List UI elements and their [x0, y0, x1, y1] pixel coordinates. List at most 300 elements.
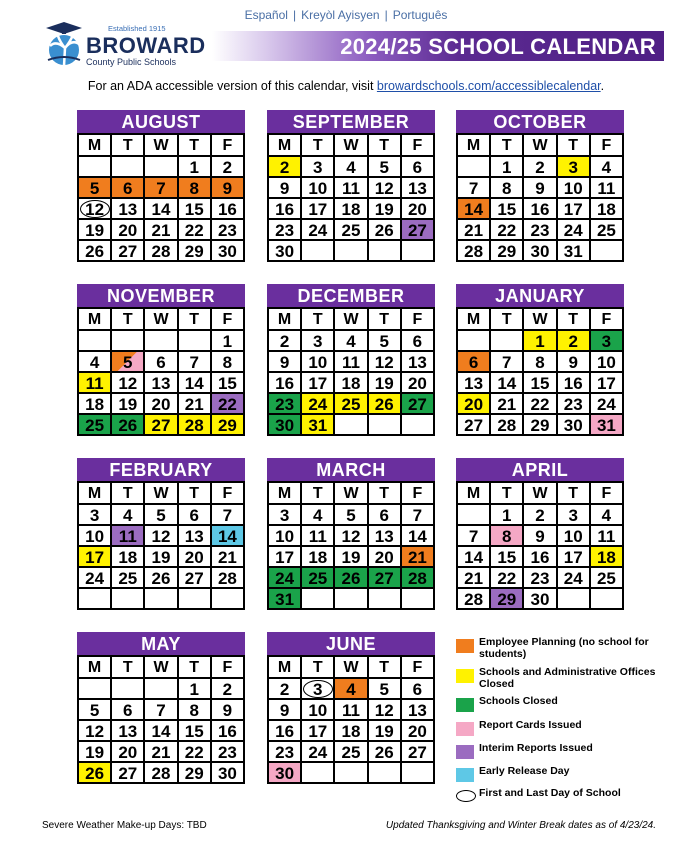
day-cell: [558, 331, 591, 352]
severe-weather-note: Severe Weather Make-up Days: TBD: [42, 820, 207, 831]
day-cell: [112, 241, 145, 262]
day-number: 4: [601, 158, 612, 177]
empty-cell: [145, 157, 178, 178]
day-number: 2: [222, 158, 233, 177]
day-cell: [458, 589, 491, 610]
day-cell: [112, 415, 145, 436]
empty-cell: [402, 763, 435, 784]
day-number: 31: [308, 416, 328, 435]
month-title: FEBRUARY: [77, 458, 245, 481]
day-cell: [402, 373, 435, 394]
day-cell: [458, 241, 491, 262]
day-number: 24: [308, 395, 328, 414]
day-cell: [212, 352, 245, 373]
day-cell: [402, 331, 435, 352]
day-cell: [302, 721, 335, 742]
empty-cell: [145, 331, 178, 352]
day-cell: [558, 373, 591, 394]
day-cell: [269, 394, 302, 415]
day-cell: [402, 178, 435, 199]
day-number: 9: [535, 179, 545, 198]
day-cell: [79, 394, 112, 415]
day-number: 5: [89, 701, 100, 720]
day-cell: [212, 679, 245, 700]
weekday-header: T: [112, 657, 145, 679]
day-number: 27: [118, 764, 138, 783]
day-cell: [591, 220, 624, 241]
day-cell: [491, 526, 524, 547]
day-cell: [369, 331, 402, 352]
weekday-header: T: [558, 135, 591, 157]
weekday-header: M: [458, 309, 491, 331]
day-cell: [212, 568, 245, 589]
day-cell: [269, 763, 302, 784]
day-number: 13: [151, 374, 171, 393]
empty-cell: [335, 589, 368, 610]
empty-cell: [402, 589, 435, 610]
day-number: 29: [530, 416, 550, 435]
ada-notice: [0, 79, 692, 93]
day-cell: [179, 526, 212, 547]
day-number: 18: [341, 200, 361, 219]
day-number: 9: [279, 701, 290, 720]
month-grid: [456, 307, 624, 436]
day-cell: [458, 394, 491, 415]
day-cell: [558, 568, 591, 589]
day-cell: [402, 547, 435, 568]
empty-cell: [145, 589, 178, 610]
day-number: 5: [89, 179, 100, 198]
day-number: 26: [341, 569, 361, 588]
month-march: [267, 458, 435, 610]
empty-cell: [402, 241, 435, 262]
day-cell: [558, 178, 591, 199]
month-title: MARCH: [267, 458, 435, 481]
day-cell: [335, 505, 368, 526]
day-number: 21: [217, 548, 237, 567]
day-cell: [179, 352, 212, 373]
day-number: 8: [189, 701, 199, 720]
day-cell: [269, 415, 302, 436]
day-number: 18: [341, 374, 361, 393]
day-cell: [402, 700, 435, 721]
day-number: 30: [217, 242, 237, 261]
day-number: 31: [596, 416, 616, 435]
lang-creole-link[interactable]: Kreyòl Ayisyen: [301, 8, 380, 22]
day-number: 3: [568, 158, 578, 177]
day-cell: [302, 394, 335, 415]
day-number: 27: [151, 416, 171, 435]
day-cell: [591, 199, 624, 220]
day-number: 15: [217, 374, 237, 393]
day-cell: [179, 505, 212, 526]
day-cell: [369, 352, 402, 373]
day-cell: [269, 178, 302, 199]
legend-swatch: [456, 768, 474, 782]
month-grid: [77, 133, 245, 262]
day-cell: [524, 352, 557, 373]
day-cell: [179, 199, 212, 220]
weekday-header: T: [302, 135, 335, 157]
day-number: 22: [184, 221, 204, 240]
weekday-header: W: [335, 309, 368, 331]
day-number: 5: [379, 332, 389, 351]
empty-cell: [558, 589, 591, 610]
day-number: 4: [313, 506, 323, 525]
day-number: 12: [118, 374, 138, 393]
day-cell: [302, 679, 335, 700]
day-cell: [335, 394, 368, 415]
day-cell: [524, 505, 557, 526]
day-cell: [112, 394, 145, 415]
day-number: 22: [217, 395, 237, 414]
day-cell: [179, 220, 212, 241]
lang-portuguese-link[interactable]: Português: [392, 8, 448, 22]
day-cell: [335, 199, 368, 220]
day-cell: [402, 394, 435, 415]
day-cell: [491, 568, 524, 589]
day-number: 5: [379, 680, 389, 699]
day-number: 11: [85, 374, 104, 393]
day-number: 26: [85, 764, 105, 783]
day-cell: [212, 700, 245, 721]
weekday-header: T: [112, 135, 145, 157]
day-cell: [369, 742, 402, 763]
legend-label: Report Cards Issued: [479, 719, 582, 731]
day-number: 13: [407, 353, 427, 372]
day-number: 30: [530, 590, 550, 609]
day-number: 29: [497, 242, 517, 261]
day-number: 2: [535, 158, 545, 177]
day-number: 25: [596, 221, 616, 240]
day-number: 24: [596, 395, 616, 414]
page-title: 2024/25 SCHOOL CALENDAR: [340, 34, 656, 59]
day-number: 7: [189, 353, 199, 372]
empty-cell: [369, 415, 402, 436]
day-cell: [269, 589, 302, 610]
day-cell: [302, 331, 335, 352]
day-number: 3: [279, 506, 290, 525]
day-cell: [558, 505, 591, 526]
day-number: 21: [464, 221, 484, 240]
day-number: 24: [85, 569, 105, 588]
month-grid: [267, 133, 435, 262]
day-cell: [212, 331, 245, 352]
empty-cell: [591, 589, 624, 610]
month-october: [456, 110, 624, 262]
legend-label: First and Last Day of School: [479, 787, 621, 799]
day-cell: [179, 394, 212, 415]
day-number: 14: [497, 374, 517, 393]
month-december: [267, 284, 435, 436]
day-number: 4: [89, 353, 100, 372]
day-number: 12: [85, 722, 105, 741]
day-number: 6: [379, 506, 389, 525]
empty-cell: [369, 589, 402, 610]
day-number: 9: [279, 179, 290, 198]
day-cell: [558, 157, 591, 178]
day-cell: [179, 568, 212, 589]
day-cell: [79, 373, 112, 394]
weekday-header: M: [269, 309, 302, 331]
day-cell: [369, 199, 402, 220]
day-number: 9: [222, 179, 233, 198]
day-number: 28: [151, 242, 171, 261]
day-cell: [79, 178, 112, 199]
weekday-header: T: [369, 309, 402, 331]
day-cell: [524, 178, 557, 199]
day-cell: [302, 157, 335, 178]
day-cell: [145, 178, 178, 199]
empty-cell: [458, 505, 491, 526]
day-number: 31: [275, 590, 295, 609]
day-cell: [269, 721, 302, 742]
day-cell: [212, 547, 245, 568]
day-cell: [145, 763, 178, 784]
day-cell: [491, 589, 524, 610]
day-number: 12: [85, 200, 105, 219]
day-number: 22: [184, 743, 204, 762]
weekday-header: T: [369, 657, 402, 679]
day-number: 14: [184, 374, 204, 393]
day-cell: [112, 742, 145, 763]
day-cell: [269, 373, 302, 394]
day-cell: [591, 352, 624, 373]
day-cell: [212, 220, 245, 241]
day-number: 17: [563, 548, 583, 567]
day-cell: [145, 241, 178, 262]
day-cell: [145, 220, 178, 241]
day-cell: [369, 157, 402, 178]
day-number: 5: [156, 506, 166, 525]
month-may: [77, 632, 245, 784]
day-cell: [458, 547, 491, 568]
day-cell: [79, 568, 112, 589]
day-number: 20: [118, 221, 138, 240]
day-number: 30: [275, 242, 295, 261]
empty-cell: [302, 589, 335, 610]
weekday-header: F: [402, 309, 435, 331]
day-number: 17: [308, 722, 328, 741]
weekday-header: T: [491, 483, 524, 505]
day-cell: [335, 700, 368, 721]
weekday-header: W: [524, 135, 557, 157]
legend-swatch: [456, 790, 476, 802]
day-cell: [145, 199, 178, 220]
day-number: 20: [118, 743, 138, 762]
day-number: 25: [341, 221, 361, 240]
day-number: 24: [275, 569, 295, 588]
day-number: 4: [346, 680, 356, 699]
weekday-header: F: [212, 483, 245, 505]
day-cell: [269, 547, 302, 568]
day-number: 20: [374, 548, 394, 567]
day-cell: [402, 505, 435, 526]
day-cell: [402, 679, 435, 700]
day-number: 28: [184, 416, 204, 435]
day-cell: [491, 241, 524, 262]
day-cell: [558, 526, 591, 547]
day-number: 28: [407, 569, 427, 588]
day-number: 8: [535, 353, 545, 372]
day-cell: [491, 199, 524, 220]
month-grid: [267, 307, 435, 436]
day-cell: [145, 700, 178, 721]
day-cell: [269, 568, 302, 589]
empty-cell: [458, 331, 491, 352]
day-number: 25: [341, 743, 361, 762]
day-number: 19: [85, 221, 105, 240]
day-number: 19: [118, 395, 138, 414]
day-cell: [335, 220, 368, 241]
day-number: 23: [530, 221, 550, 240]
day-cell: [212, 241, 245, 262]
day-cell: [491, 352, 524, 373]
day-number: 21: [464, 569, 484, 588]
day-cell: [369, 526, 402, 547]
day-cell: [302, 352, 335, 373]
empty-cell: [179, 589, 212, 610]
month-september: [267, 110, 435, 262]
weekday-header: F: [212, 135, 245, 157]
day-cell: [524, 241, 557, 262]
day-number: 23: [217, 221, 237, 240]
day-number: 27: [407, 395, 427, 414]
legend-label: Schools and Administrative Offices Closed: [479, 666, 656, 690]
legend-swatch: [456, 639, 474, 653]
day-cell: [145, 373, 178, 394]
day-number: 17: [308, 200, 328, 219]
day-number: 24: [563, 569, 583, 588]
empty-cell: [369, 241, 402, 262]
day-cell: [402, 721, 435, 742]
empty-cell: [112, 157, 145, 178]
accessible-calendar-link[interactable]: browardschools.com/accessiblecalendar: [376, 79, 601, 93]
day-number: 17: [596, 374, 616, 393]
day-cell: [335, 679, 368, 700]
day-cell: [79, 700, 112, 721]
day-number: 21: [184, 395, 204, 414]
month-title: APRIL: [456, 458, 624, 481]
day-cell: [145, 721, 178, 742]
day-number: 19: [374, 722, 394, 741]
weekday-header: T: [302, 657, 335, 679]
day-cell: [335, 721, 368, 742]
day-cell: [335, 178, 368, 199]
day-cell: [491, 373, 524, 394]
month-february: [77, 458, 245, 610]
day-cell: [179, 415, 212, 436]
weekday-header: T: [369, 483, 402, 505]
weekday-header: M: [458, 135, 491, 157]
day-cell: [112, 352, 145, 373]
day-cell: [524, 415, 557, 436]
day-number: 4: [601, 506, 612, 525]
day-cell: [145, 742, 178, 763]
month-grid: [456, 481, 624, 610]
day-cell: [302, 547, 335, 568]
day-cell: [335, 526, 368, 547]
day-number: 27: [464, 416, 484, 435]
weekday-header: M: [79, 483, 112, 505]
day-number: 10: [275, 527, 295, 546]
day-number: 27: [184, 569, 204, 588]
day-cell: [112, 178, 145, 199]
day-number: 21: [151, 221, 171, 240]
empty-cell: [79, 157, 112, 178]
day-number: 13: [374, 527, 394, 546]
day-cell: [112, 526, 145, 547]
day-cell: [558, 547, 591, 568]
day-number: 14: [407, 527, 427, 546]
weekday-header: W: [335, 483, 368, 505]
day-cell: [591, 415, 624, 436]
day-cell: [145, 526, 178, 547]
empty-cell: [458, 157, 491, 178]
month-grid: [77, 307, 245, 436]
day-cell: [112, 763, 145, 784]
day-cell: [369, 547, 402, 568]
day-cell: [335, 352, 368, 373]
day-cell: [458, 352, 491, 373]
weekday-header: M: [269, 483, 302, 505]
day-number: 26: [374, 743, 394, 762]
day-cell: [269, 526, 302, 547]
day-number: 6: [189, 506, 199, 525]
day-cell: [212, 742, 245, 763]
day-cell: [79, 547, 112, 568]
day-cell: [302, 178, 335, 199]
day-number: 16: [530, 548, 550, 567]
day-cell: [335, 547, 368, 568]
weekday-header: M: [269, 135, 302, 157]
day-cell: [212, 394, 245, 415]
day-number: 7: [502, 353, 512, 372]
empty-cell: [369, 763, 402, 784]
day-number: 6: [412, 680, 423, 699]
day-number: 1: [189, 680, 199, 699]
day-cell: [524, 157, 557, 178]
logo-subtitle: County Public Schools: [86, 57, 177, 67]
day-cell: [458, 526, 491, 547]
day-cell: [79, 526, 112, 547]
day-number: 6: [123, 701, 133, 720]
lang-spanish-link[interactable]: Español: [244, 8, 288, 22]
empty-cell: [591, 241, 624, 262]
day-cell: [524, 589, 557, 610]
weekday-header: T: [112, 483, 145, 505]
logo-name: BROWARD: [86, 33, 206, 58]
day-cell: [591, 547, 624, 568]
day-cell: [402, 157, 435, 178]
weekday-header: T: [179, 657, 212, 679]
day-number: 27: [374, 569, 394, 588]
month-january: [456, 284, 624, 436]
day-number: 9: [222, 701, 233, 720]
day-number: 24: [308, 743, 328, 762]
day-cell: [402, 199, 435, 220]
day-cell: [491, 394, 524, 415]
day-number: 13: [407, 179, 427, 198]
day-number: 14: [217, 527, 237, 546]
day-cell: [79, 505, 112, 526]
day-number: 18: [596, 200, 616, 219]
day-cell: [491, 178, 524, 199]
empty-cell: [212, 589, 245, 610]
day-number: 16: [563, 374, 583, 393]
month-title: NOVEMBER: [77, 284, 245, 307]
day-cell: [524, 220, 557, 241]
